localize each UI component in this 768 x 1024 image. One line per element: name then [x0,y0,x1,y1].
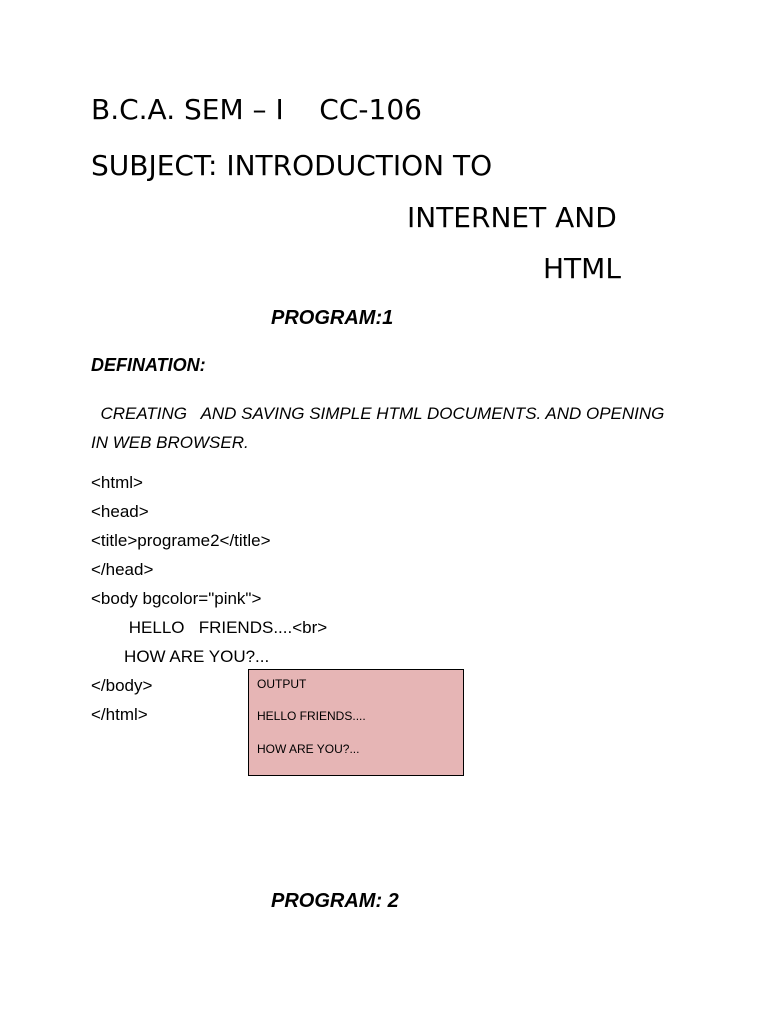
output-line-1: HELLO FRIENDS.... [257,709,366,723]
definition-label: DEFINATION: [91,355,206,375]
code-line: </body> [91,676,153,695]
subject-heading-end: HTML [543,252,621,285]
definition-text: CREATING AND SAVING SIMPLE HTML DOCUMENTS. AND OPENING IN WEB BROWSER. [91,404,670,452]
code-line: <head> [91,502,149,521]
course-heading: B.C.A. SEM – I CC-106 [91,93,422,126]
output-label: OUTPUT [257,677,307,691]
code-line: </html> [91,705,148,724]
code-line: <body bgcolor="pink"> [91,589,262,608]
program-2-title: PROGRAM: 2 [271,890,399,912]
code-line: HOW ARE YOU?... [91,647,270,666]
code-line: </head> [91,560,154,579]
output-box [248,669,464,776]
program-1-title: PROGRAM:1 [271,307,394,329]
subject-heading-continued: INTERNET AND [407,201,617,234]
subject-heading: SUBJECT: INTRODUCTION TO [91,149,493,182]
output-line-2: HOW ARE YOU?... [257,742,360,756]
code-line: HELLO FRIENDS....<br> [91,618,328,637]
code-line: <html> [91,473,143,492]
code-line: <title>programe2</title> [91,531,271,550]
